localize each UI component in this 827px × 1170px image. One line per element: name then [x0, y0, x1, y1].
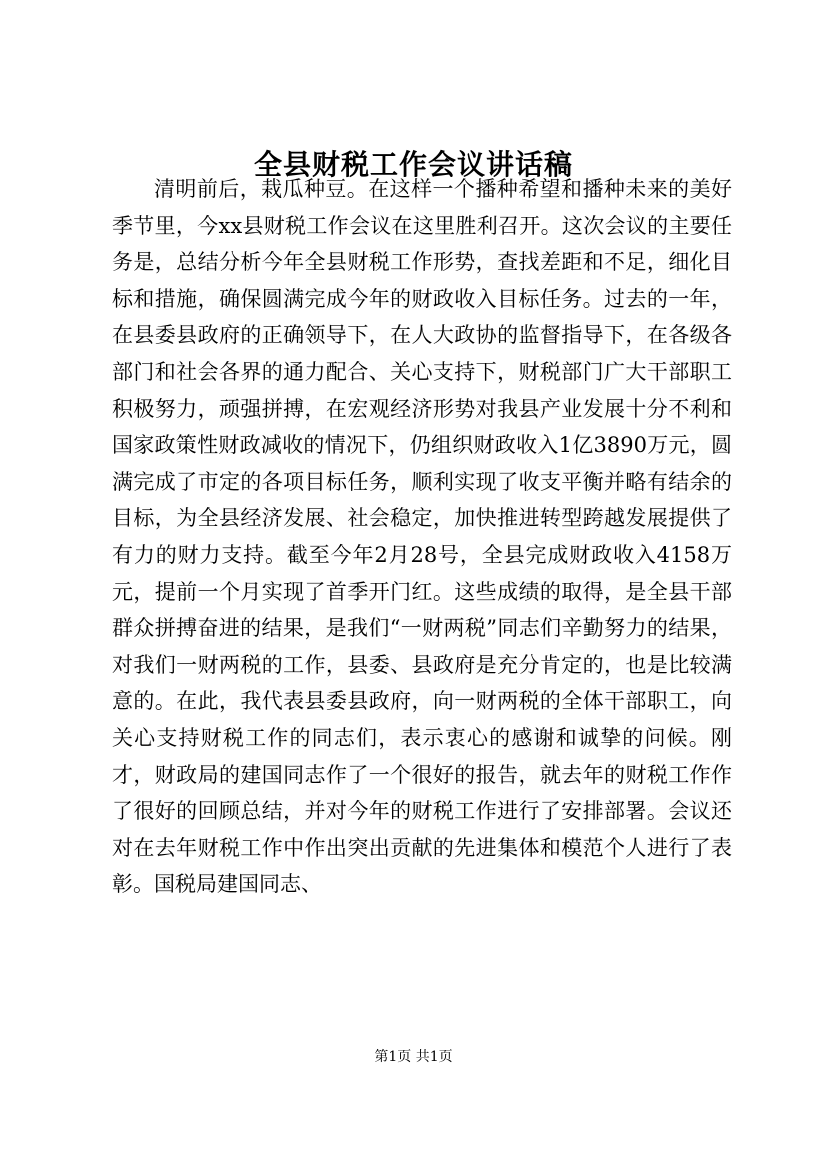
document-title: 全县财税工作会议讲话稿 [253, 148, 573, 181]
body-paragraph: 清明前后，栽瓜种豆。在这样一个播种希望和播种未来的美好季节里，今xx县财税工作会议在这里胜利召开。这次会议的主要任务是，总结分析今年全县财税工作形势，查找差距和不足，细化目标和措施，确保圆满完成今年的财政收入目标任务。过去的一年，在县委县政府的正确领导下，在人大政协的监督指导下，在各级各部门和社会各界的通力配合、关心支持下，财税部门广大干部职工积极努力，顽强拼搏，在宏观经济形势对我县产业发展十分不利和国家政策性财政减收的情况下，仍组织财政收入1亿3890万元，圆满完成了市定的各项目标任务，顺利实现了收支平衡并略有结余的目标，为全县经济发展、社会稳定，加快推进转型跨越发展提供了有力的财力支持。截至今年2月28号，全县完成财政收入4158万元，提前一个月实现了首季开门红。这些成绩的取得，是全县干部群众拼搏奋进的结果，是我们“一财两税”同志们辛勤努力的结果，对我们一财两税的工作，县委、县政府是充分肯定的，也是比较满意的。在此，我代表县委县政府，向一财两税的全体干部职工，向关心支持财税工作的同志们，表示衷心的感谢和诚挚的问候。刚才，财政局的建国同志作了一个很好的报告，就去年的财税工作作了很好的回顾总结，并对今年的财税工作进行了安排部署。会议还对在去年财税工作中作出突出贡献的先进集体和模范个人进行了表彰。国税局建国同志、 [112, 177, 732, 897]
page-footer: 第1页 共1页 [374, 1049, 453, 1065]
